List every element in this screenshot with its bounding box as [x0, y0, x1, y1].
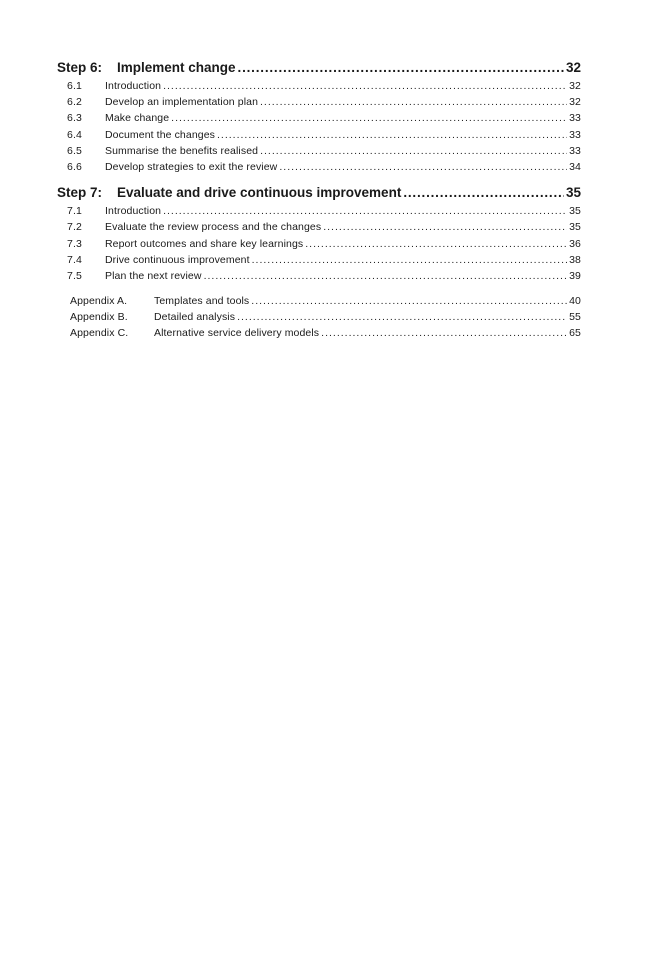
item-title: Develop strategies to exit the review: [105, 160, 278, 173]
item-number: 7.4: [67, 253, 82, 266]
item-title: Make change: [105, 112, 170, 125]
item-number: 6.2: [67, 96, 82, 109]
item-title: Evaluate the review process and the changes: [105, 221, 322, 234]
dot-leader: [260, 143, 567, 159]
item-title: Plan the next review: [105, 269, 202, 282]
page-number: 36: [569, 237, 581, 250]
step-number: Step 7:: [57, 185, 103, 201]
dot-leader: [323, 219, 567, 235]
item-number: 6.5: [67, 144, 82, 157]
item-number: 6.3: [67, 112, 82, 125]
dot-leader: [260, 94, 567, 110]
item-title: Introduction: [105, 205, 162, 218]
dot-leader: [204, 268, 568, 284]
item-number: 7.1: [67, 205, 82, 218]
item-title: Summarise the benefits realised: [105, 144, 259, 157]
toc-item-6-4[interactable]: [57, 127, 581, 143]
toc-item-6-6[interactable]: [57, 159, 581, 175]
page-number: 35: [569, 221, 581, 234]
page-number: 39: [569, 269, 581, 282]
toc-item-7-5[interactable]: [57, 268, 581, 284]
item-number: 7.2: [67, 221, 82, 234]
table-of-contents: [57, 58, 581, 342]
page-number: 55: [569, 311, 581, 324]
item-title: Develop an implementation plan: [105, 96, 259, 109]
dot-leader: [252, 252, 567, 268]
toc-item-6-5[interactable]: [57, 143, 581, 159]
toc-appendix-a[interactable]: [57, 293, 581, 309]
page-number: 34: [569, 160, 581, 173]
page-number: 38: [569, 253, 581, 266]
section-spacer: [57, 175, 581, 183]
dot-leader: [238, 58, 564, 78]
dot-leader: [237, 309, 567, 325]
page-number: 35: [565, 185, 581, 201]
toc-item-7-3[interactable]: [57, 236, 581, 252]
toc-appendix-b[interactable]: [57, 309, 581, 325]
item-number: 7.3: [67, 237, 82, 250]
item-number: 6.4: [67, 128, 82, 141]
item-number: 6.6: [67, 160, 82, 173]
dot-leader: [403, 183, 564, 203]
toc-step-7[interactable]: [57, 183, 581, 203]
page-number: 33: [569, 112, 581, 125]
page-number: 35: [569, 205, 581, 218]
step-title: Implement change: [117, 60, 236, 75]
appendix-number: Appendix C.: [70, 327, 129, 340]
item-title: Report outcomes and share key learnings: [105, 237, 304, 250]
toc-item-7-1[interactable]: [57, 203, 581, 219]
page-number: 65: [569, 327, 581, 340]
dot-leader: [171, 110, 567, 126]
item-title: Document the changes: [105, 128, 215, 141]
page-number: 32: [569, 80, 581, 92]
item-title: Introduction: [105, 80, 162, 92]
item-number: 7.5: [67, 269, 82, 282]
toc-appendix-c[interactable]: [57, 325, 581, 341]
toc-step-6[interactable]: [57, 58, 581, 78]
page-number: 32: [569, 96, 581, 109]
toc-item-6-2[interactable]: [57, 94, 581, 110]
dot-leader: [279, 159, 567, 175]
page-number: 40: [569, 295, 581, 308]
toc-item-7-4[interactable]: [57, 252, 581, 268]
appendix-title: Templates and tools: [154, 295, 250, 308]
step-title: Evaluate and drive continuous improvement: [117, 185, 402, 201]
dot-leader: [305, 236, 567, 252]
appendix-number: Appendix B.: [70, 311, 128, 324]
toc-item-6-1[interactable]: [57, 78, 581, 94]
dot-leader: [163, 203, 567, 219]
page-number: 33: [569, 144, 581, 157]
section-spacer: [57, 284, 581, 293]
item-title: Drive continuous improvement: [105, 253, 250, 266]
page-number: 33: [569, 128, 581, 141]
dot-leader: [217, 127, 567, 143]
appendix-title: Detailed analysis: [154, 311, 236, 324]
appendix-number: Appendix A.: [70, 295, 128, 308]
appendix-title: Alternative service delivery models: [154, 327, 320, 340]
dot-leader: [321, 325, 567, 341]
toc-item-6-3[interactable]: [57, 110, 581, 126]
item-number: 6.1: [67, 80, 82, 92]
page-number: 32: [565, 60, 581, 75]
toc-item-7-2[interactable]: [57, 219, 581, 235]
dot-leader: [251, 293, 567, 309]
step-number: Step 6:: [57, 60, 103, 75]
dot-leader: [163, 78, 567, 94]
